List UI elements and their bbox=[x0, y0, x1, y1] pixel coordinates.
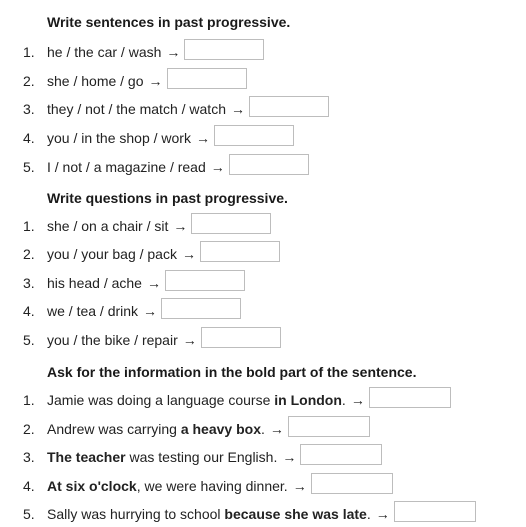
prompt-text: she / on a chair / sit bbox=[47, 218, 169, 234]
arrow-icon: → bbox=[350, 392, 365, 408]
item-number: 3. bbox=[23, 275, 35, 291]
answer-box[interactable] bbox=[369, 387, 451, 408]
item-prompt bbox=[47, 157, 309, 178]
answer-box[interactable] bbox=[229, 154, 309, 175]
bold-phrase: because she was late bbox=[224, 506, 367, 522]
item-prompt bbox=[47, 476, 393, 497]
answer-box[interactable] bbox=[191, 213, 271, 234]
item-number: 4. bbox=[23, 478, 35, 494]
answer-box[interactable] bbox=[201, 327, 281, 348]
answer-box[interactable] bbox=[165, 270, 245, 291]
prompt-text: Sally was hurrying to school bbox=[47, 506, 225, 522]
answer-box[interactable] bbox=[200, 241, 280, 262]
arrow-icon: → bbox=[148, 73, 163, 89]
item-prompt bbox=[47, 301, 241, 322]
arrow-icon: → bbox=[375, 506, 390, 522]
prompt-text: you / in the shop / work bbox=[47, 130, 191, 146]
prompt-text: his head / ache bbox=[47, 275, 142, 291]
answer-box[interactable] bbox=[288, 416, 370, 437]
answer-box[interactable] bbox=[184, 39, 264, 60]
section-3-heading: Ask for the information in the bold part of the sentence. bbox=[47, 364, 417, 380]
item-number: 3. bbox=[23, 449, 35, 465]
arrow-icon: → bbox=[166, 44, 181, 60]
item-number: 2. bbox=[23, 421, 35, 437]
item-number: 3. bbox=[23, 101, 35, 117]
bold-phrase: At six o'clock bbox=[47, 478, 137, 494]
item-number: 5. bbox=[23, 159, 35, 175]
section-1-heading: Write sentences in past progressive. bbox=[47, 14, 291, 30]
arrow-icon: → bbox=[292, 478, 307, 494]
answer-box[interactable] bbox=[311, 473, 393, 494]
arrow-icon: → bbox=[210, 159, 225, 175]
item-number: 2. bbox=[23, 73, 35, 89]
prompt-text: he / the car / wash bbox=[47, 44, 162, 60]
item-prompt bbox=[47, 244, 280, 265]
item-number: 1. bbox=[23, 218, 35, 234]
prompt-text: , we were having dinner. bbox=[136, 478, 288, 494]
item-prompt bbox=[47, 42, 264, 63]
item-number: 5. bbox=[23, 332, 35, 348]
item-prompt bbox=[47, 128, 294, 149]
cropped-previous-line bbox=[0, 0, 526, 2]
item-prompt bbox=[47, 99, 329, 120]
arrow-icon: → bbox=[173, 218, 188, 234]
answer-box[interactable] bbox=[161, 298, 241, 319]
item-number: 5. bbox=[23, 506, 35, 522]
item-number: 1. bbox=[23, 44, 35, 60]
arrow-icon: → bbox=[195, 130, 210, 146]
arrow-icon: → bbox=[181, 246, 196, 262]
bold-phrase: in London bbox=[274, 392, 342, 408]
arrow-icon: → bbox=[143, 303, 158, 319]
prompt-text: they / not / the match / watch bbox=[47, 101, 226, 117]
answer-box[interactable] bbox=[249, 96, 329, 117]
arrow-icon: → bbox=[230, 101, 245, 117]
item-prompt bbox=[47, 330, 281, 351]
item-prompt bbox=[47, 390, 451, 411]
bold-phrase: a heavy box bbox=[180, 421, 261, 437]
prompt-text: Jamie was doing a language course bbox=[47, 392, 275, 408]
item-prompt bbox=[47, 504, 476, 525]
bold-phrase: The teacher bbox=[47, 449, 126, 465]
arrow-icon: → bbox=[269, 421, 284, 437]
answer-box[interactable] bbox=[394, 501, 476, 522]
item-number: 1. bbox=[23, 392, 35, 408]
answer-box[interactable] bbox=[214, 125, 294, 146]
prompt-text: I / not / a magazine / read bbox=[47, 159, 206, 175]
item-number: 4. bbox=[23, 130, 35, 146]
prompt-text: was testing our English. bbox=[125, 449, 278, 465]
answer-box[interactable] bbox=[167, 68, 247, 89]
prompt-text: . bbox=[366, 506, 371, 522]
item-number: 4. bbox=[23, 303, 35, 319]
answer-box[interactable] bbox=[300, 444, 382, 465]
item-prompt bbox=[47, 71, 247, 92]
prompt-text: you / the bike / repair bbox=[47, 332, 178, 348]
section-2-heading: Write questions in past progressive. bbox=[47, 190, 288, 206]
arrow-icon: → bbox=[282, 449, 297, 465]
arrow-icon: → bbox=[182, 332, 197, 348]
item-number: 2. bbox=[23, 246, 35, 262]
prompt-text: you / your bag / pack bbox=[47, 246, 177, 262]
item-prompt bbox=[47, 216, 271, 237]
item-prompt bbox=[47, 447, 382, 468]
item-prompt bbox=[47, 419, 370, 440]
prompt-text: Andrew was carrying bbox=[47, 421, 181, 437]
prompt-text: . bbox=[260, 421, 265, 437]
item-prompt bbox=[47, 273, 245, 294]
prompt-text: we / tea / drink bbox=[47, 303, 139, 319]
prompt-text: she / home / go bbox=[47, 73, 144, 89]
arrow-icon: → bbox=[146, 275, 161, 291]
prompt-text: . bbox=[341, 392, 346, 408]
